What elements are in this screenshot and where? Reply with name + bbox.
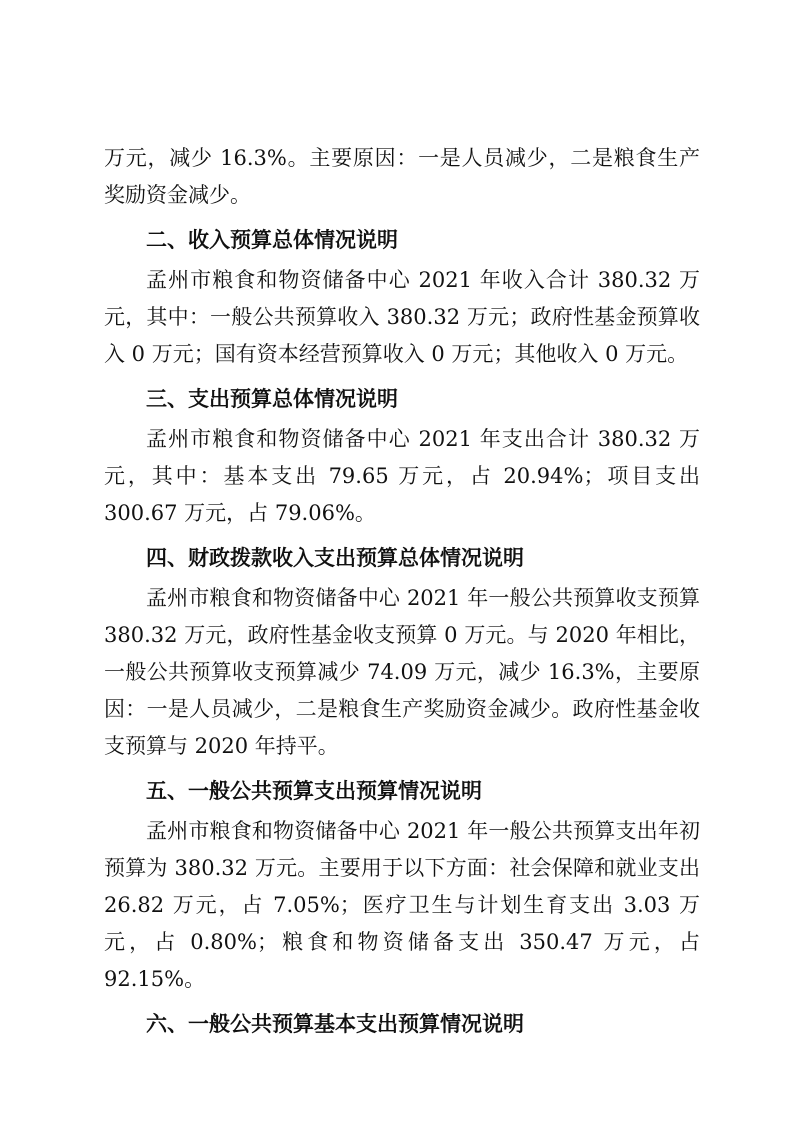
- section-heading-general-public-budget: 五、一般公共预算支出预算情况说明: [146, 779, 482, 803]
- section-heading-fiscal-allocation: 四、财政拨款收入支出预算总体情况说明: [146, 546, 524, 570]
- document-body: [104, 140, 700, 1046]
- paragraph-expenditure: 孟州市粮食和物资储备中心 2021 年支出合计 380.32 万元，其中：基本支出 79.65 万元，占 20.94%；项目支出 300.67 万元，占 79.06%。: [104, 427, 700, 525]
- paragraph-fiscal-allocation: 孟州市粮食和物资储备中心 2021 年一般公共预算收支预算 380.32 万元，政府性基金收支预算 0 万元。与 2020 年相比，一般公共预算收支预算减少 74.09 万元，减少 16.3%，主要原因：一是人员减少，二是粮食生产奖励资金减少。政府性基金收支预算与 2020 年持平。: [104, 586, 700, 758]
- section-heading-basic-expenditure: 六、一般公共预算基本支出预算情况说明: [146, 1012, 524, 1036]
- paragraph-income: 孟州市粮食和物资储备中心 2021 年收入合计 380.32 万元，其中：一般公共预算收入 380.32 万元；政府性基金预算收入 0 万元；国有资本经营预算收入 0 万元；其他收入 0 万元。: [104, 268, 700, 366]
- paragraph-general-public-budget: 孟州市粮食和物资储备中心 2021 年一般公共预算支出年初预算为 380.32 万元。主要用于以下方面：社会保障和就业支出 26.82 万元，占 7.05%；医疗卫生与计划生育支出 3.03 万元，占 0.80%；粮食和物资储备支出 350.47 万元，占 92.15%。: [104, 819, 700, 991]
- section-heading-income: 二、收入预算总体情况说明: [146, 228, 398, 252]
- paragraph-continued: 万元，减少 16.3%。主要原因：一是人员减少，二是粮食生产奖励资金减少。: [104, 146, 700, 207]
- section-heading-expenditure: 三、支出预算总体情况说明: [146, 387, 398, 411]
